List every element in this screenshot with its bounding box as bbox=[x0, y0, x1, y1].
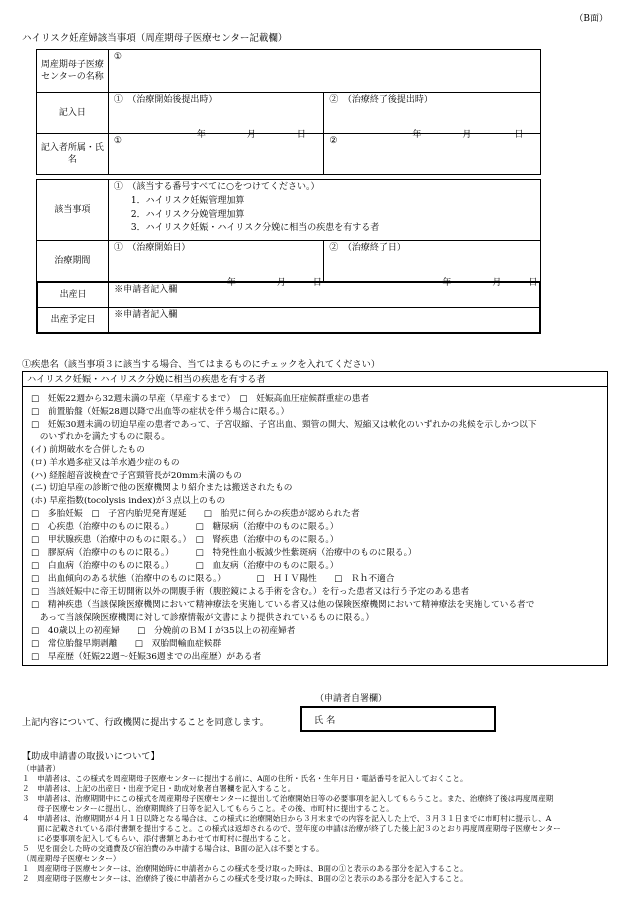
option-1[interactable]: 1．ハイリスク妊娠管理加算 bbox=[130, 196, 245, 206]
note-line-8: に必要事項を記入してもらい、添付書類とあわせて市町村に提出すること。 bbox=[22, 834, 296, 843]
consent-statement: 上記内容について、行政機関に提出することを同意します。 bbox=[22, 717, 269, 728]
applicable-field[interactable] bbox=[108, 180, 540, 241]
disease-line-14[interactable]: □ 白血病（治療中のものに限る。） □ 血友病（治療中のものに限る。） bbox=[31, 561, 339, 571]
entry-date-end-field[interactable] bbox=[324, 93, 541, 140]
disease-line-13[interactable]: □ 膠原病（治療中のものに限る。） □ 特発性血小板減少性紫斑病（治療中のものに限る。） bbox=[31, 548, 417, 558]
disease-line-2[interactable]: □ 前置胎盤（妊娠28週以降で出血等の症状を伴う場合に限る。） bbox=[31, 407, 290, 417]
day-label: 日 bbox=[514, 130, 524, 140]
note-line-12: ２ 周産期母子医療センターは、治療終了後に申請者からこの様式を受け取った時は、B面の②と表示のある部分を記入すること。 bbox=[22, 874, 468, 883]
day-label: 日 bbox=[528, 278, 538, 288]
treatment-start-head: ① （治療開始日） bbox=[113, 243, 191, 253]
birth-date-note: ※申請者記入欄 bbox=[114, 285, 178, 295]
center-name-field[interactable] bbox=[108, 50, 540, 93]
disease-line-3[interactable]: □ 妊娠30週未満の切迫早産の患者であって、子宮収縮、子宮出血、頸管の開大、短縮又は軟化のいずれかの兆候を示しかつ以下 bbox=[31, 420, 537, 430]
entry-date-end-head: ② （治療終了後提出時） bbox=[329, 95, 433, 105]
disease-box-title: ハイリスク妊娠・ハイリスク分娩に相当の疾患を有する者 bbox=[27, 374, 266, 385]
signature-label: （申請者自署欄） bbox=[315, 694, 388, 704]
applicable-items-table bbox=[36, 179, 541, 288]
entry-date-start-field[interactable] bbox=[108, 93, 324, 140]
disease-line-21[interactable]: □ 早産歴（妊娠22週～妊娠36週までの出産歴）がある者 bbox=[31, 652, 262, 662]
birth-date-field[interactable] bbox=[109, 282, 540, 308]
option-2[interactable]: 2．ハイリスク分娩管理加算 bbox=[130, 209, 245, 220]
note-line-1: （申請者） bbox=[22, 764, 60, 773]
month-label: 月 bbox=[492, 278, 502, 288]
disease-line-17[interactable]: □ 精神疾患（当該保険医療機関において精神療法を実施している者又は他の保険医療機関において精神療法を実施している者で bbox=[31, 600, 535, 610]
note-line-6: ４ 申請者は、治療期間が４月１日以降となる場合は、この様式に治療開始日から３月末までの内容を記入した上で、３月３１日までに市町村に提示し、A bbox=[22, 814, 552, 823]
disease-line-19[interactable]: □ 40歳以上の初産婦 □ 分娩前のＢＭＩが35以上の初産婦者 bbox=[31, 626, 296, 636]
page-side-label: （B面） bbox=[574, 14, 608, 24]
month-label: 月 bbox=[462, 130, 472, 140]
note-line-5: 母子医療センターに提出し、治療期間終了日等を記入してもらうこと。その後、市町村に提出すること。 bbox=[22, 804, 394, 813]
disease-line-5: (イ) 前期破水を合併したもの bbox=[31, 445, 145, 455]
due-date-label: 出産予定日 bbox=[37, 308, 109, 334]
birth-date-table bbox=[36, 281, 541, 334]
divider bbox=[23, 386, 607, 387]
writer-marker-2: ② bbox=[329, 136, 338, 146]
writer-marker-1: ① bbox=[113, 136, 122, 146]
disease-line-1[interactable]: □ 妊娠22週から32週未満の早産（早産するまで） □ 妊娠高血圧症候群重症の患者 bbox=[31, 394, 370, 404]
disease-line-7: (ハ) 経腟超音波検査で子宮頸管長が20mm未満のもの bbox=[31, 471, 242, 481]
disease-checklist-box bbox=[22, 371, 608, 666]
disease-line-8: (ニ) 切迫早産の診断で他の医療機関より紹介または搬送されたもの bbox=[31, 483, 293, 493]
year-label: 年 bbox=[196, 130, 206, 140]
month-label: 月 bbox=[276, 278, 286, 288]
treatment-start-field[interactable] bbox=[108, 241, 324, 288]
disease-heading: ①疾患名（該当事項３に該当する場合、当てはまるものにチェックを入れてください） bbox=[22, 359, 381, 370]
due-date-note: ※申請者記入欄 bbox=[114, 310, 178, 320]
option-3[interactable]: 3．ハイリスク妊娠・ハイリスク分娩に相当の疾患を有する者 bbox=[130, 223, 380, 233]
writer-field-1[interactable] bbox=[108, 134, 324, 175]
month-label: 月 bbox=[246, 130, 256, 140]
treatment-period-label: 治療期間 bbox=[37, 241, 109, 282]
writer-label: 記入者所属・氏名 bbox=[37, 134, 109, 175]
treatment-end-field[interactable] bbox=[324, 241, 541, 288]
entry-date-start-head: ① （治療開始後提出時） bbox=[113, 95, 218, 105]
disease-line-15[interactable]: □ 出血傾向のある状態（治療中のものに限る。） □ ＨＩＶ陽性 □ Ｒｈ不適合 bbox=[31, 574, 395, 584]
due-date-field[interactable] bbox=[109, 308, 540, 334]
disease-line-18: あって当該保険医療機関に対して診療情報が文書により提供されているものに限る。） bbox=[31, 613, 375, 623]
disease-line-4: のいずれかを満たすものに限る。 bbox=[31, 432, 170, 442]
center-name-marker: ① bbox=[113, 52, 122, 62]
disease-line-16[interactable]: □ 当該妊娠中に帝王切開術以外の開腹手術（腹腔鏡による手術を含む。）を行った患者又は行う予定のある患者 bbox=[31, 587, 470, 597]
note-line-11: １ 周産期母子医療センターは、治療開始時に申請者からこの様式を受け取った時は、B面の①と表示のある部分を記入すること。 bbox=[22, 864, 468, 873]
note-line-7: 面に記載されている添付書類を提出すること。この様式は返却されるので、翌年度の申請は治療が終了した後上記３のとおり再度周産期母子医療センター bbox=[22, 824, 561, 833]
section-title: ハイリスク妊産婦該当事項（周産期母子医療センター記載欄） bbox=[22, 33, 288, 44]
center-name-label bbox=[37, 50, 109, 93]
disease-line-20[interactable]: □ 常位胎盤早期剥離 □ 双胎間輸血症候群 bbox=[31, 639, 222, 649]
signature-field[interactable] bbox=[300, 706, 496, 732]
disease-line-12[interactable]: □ 甲状腺疾患（治療中のものに限る。） □ 腎疾患（治療中のものに限る。） bbox=[31, 535, 339, 545]
day-label: 日 bbox=[296, 130, 306, 140]
applicable-label: 該当事項 bbox=[37, 180, 109, 241]
birth-date-label: 出産日 bbox=[37, 282, 109, 308]
center-info-table bbox=[36, 49, 541, 175]
note-line-10: （周産期母子医療センター） bbox=[22, 854, 121, 863]
center-name-label-line2: センターの名称 bbox=[41, 72, 104, 82]
notes-title: 【助成申請書の取扱いについて】 bbox=[22, 751, 160, 762]
day-label: 日 bbox=[312, 278, 322, 288]
disease-line-11[interactable]: □ 心疾患（治療中のものに限る。） □ 糖尿病（治療中のものに限る。） bbox=[31, 522, 339, 532]
disease-line-9: (ホ) 早産指数(tocolysis index)が３点以上のもの bbox=[31, 496, 226, 506]
treatment-end-head: ② （治療終了日） bbox=[329, 243, 406, 253]
applicable-instruction: ① （該当する番号すべてに○をつけてください。） bbox=[113, 182, 320, 192]
year-label: 年 bbox=[226, 278, 236, 288]
note-line-3: ２ 申請者は、上記の出産日・出産予定日・助成対象者自署欄を記入すること。 bbox=[22, 784, 296, 793]
year-label: 年 bbox=[442, 278, 452, 288]
disease-line-6: (ロ) 羊水過多症又は羊水過少症のもの bbox=[31, 458, 180, 468]
center-name-label-line1: 周産期母子医療 bbox=[40, 59, 104, 70]
writer-field-2[interactable] bbox=[324, 134, 541, 175]
note-line-2: １ 申請者は、この様式を周産期母子医療センターに提出する前に、A面の住所・氏名・生年月日・電話番号を記入しておくこと。 bbox=[22, 774, 468, 783]
year-label: 年 bbox=[412, 130, 422, 140]
entry-date-label: 記入日 bbox=[37, 93, 109, 134]
disease-line-10[interactable]: □ 多胎妊娠 □ 子宮内胎児発育遅延 □ 胎児に何らかの疾患が認められた者 bbox=[31, 509, 360, 519]
signature-name-label: 氏 名 bbox=[314, 715, 336, 726]
note-line-9: ５ 児を面会した時の交通費及び宿泊費のみ申請する場合は、B面の記入は不要とする。 bbox=[22, 844, 324, 853]
note-line-4: ３ 申請者は、治療期間中にこの様式を周産期母子医療センターに提出して治療開始日等の必要事項を記入してもらうこと。また、治療終了後は再度周産期 bbox=[22, 794, 554, 803]
